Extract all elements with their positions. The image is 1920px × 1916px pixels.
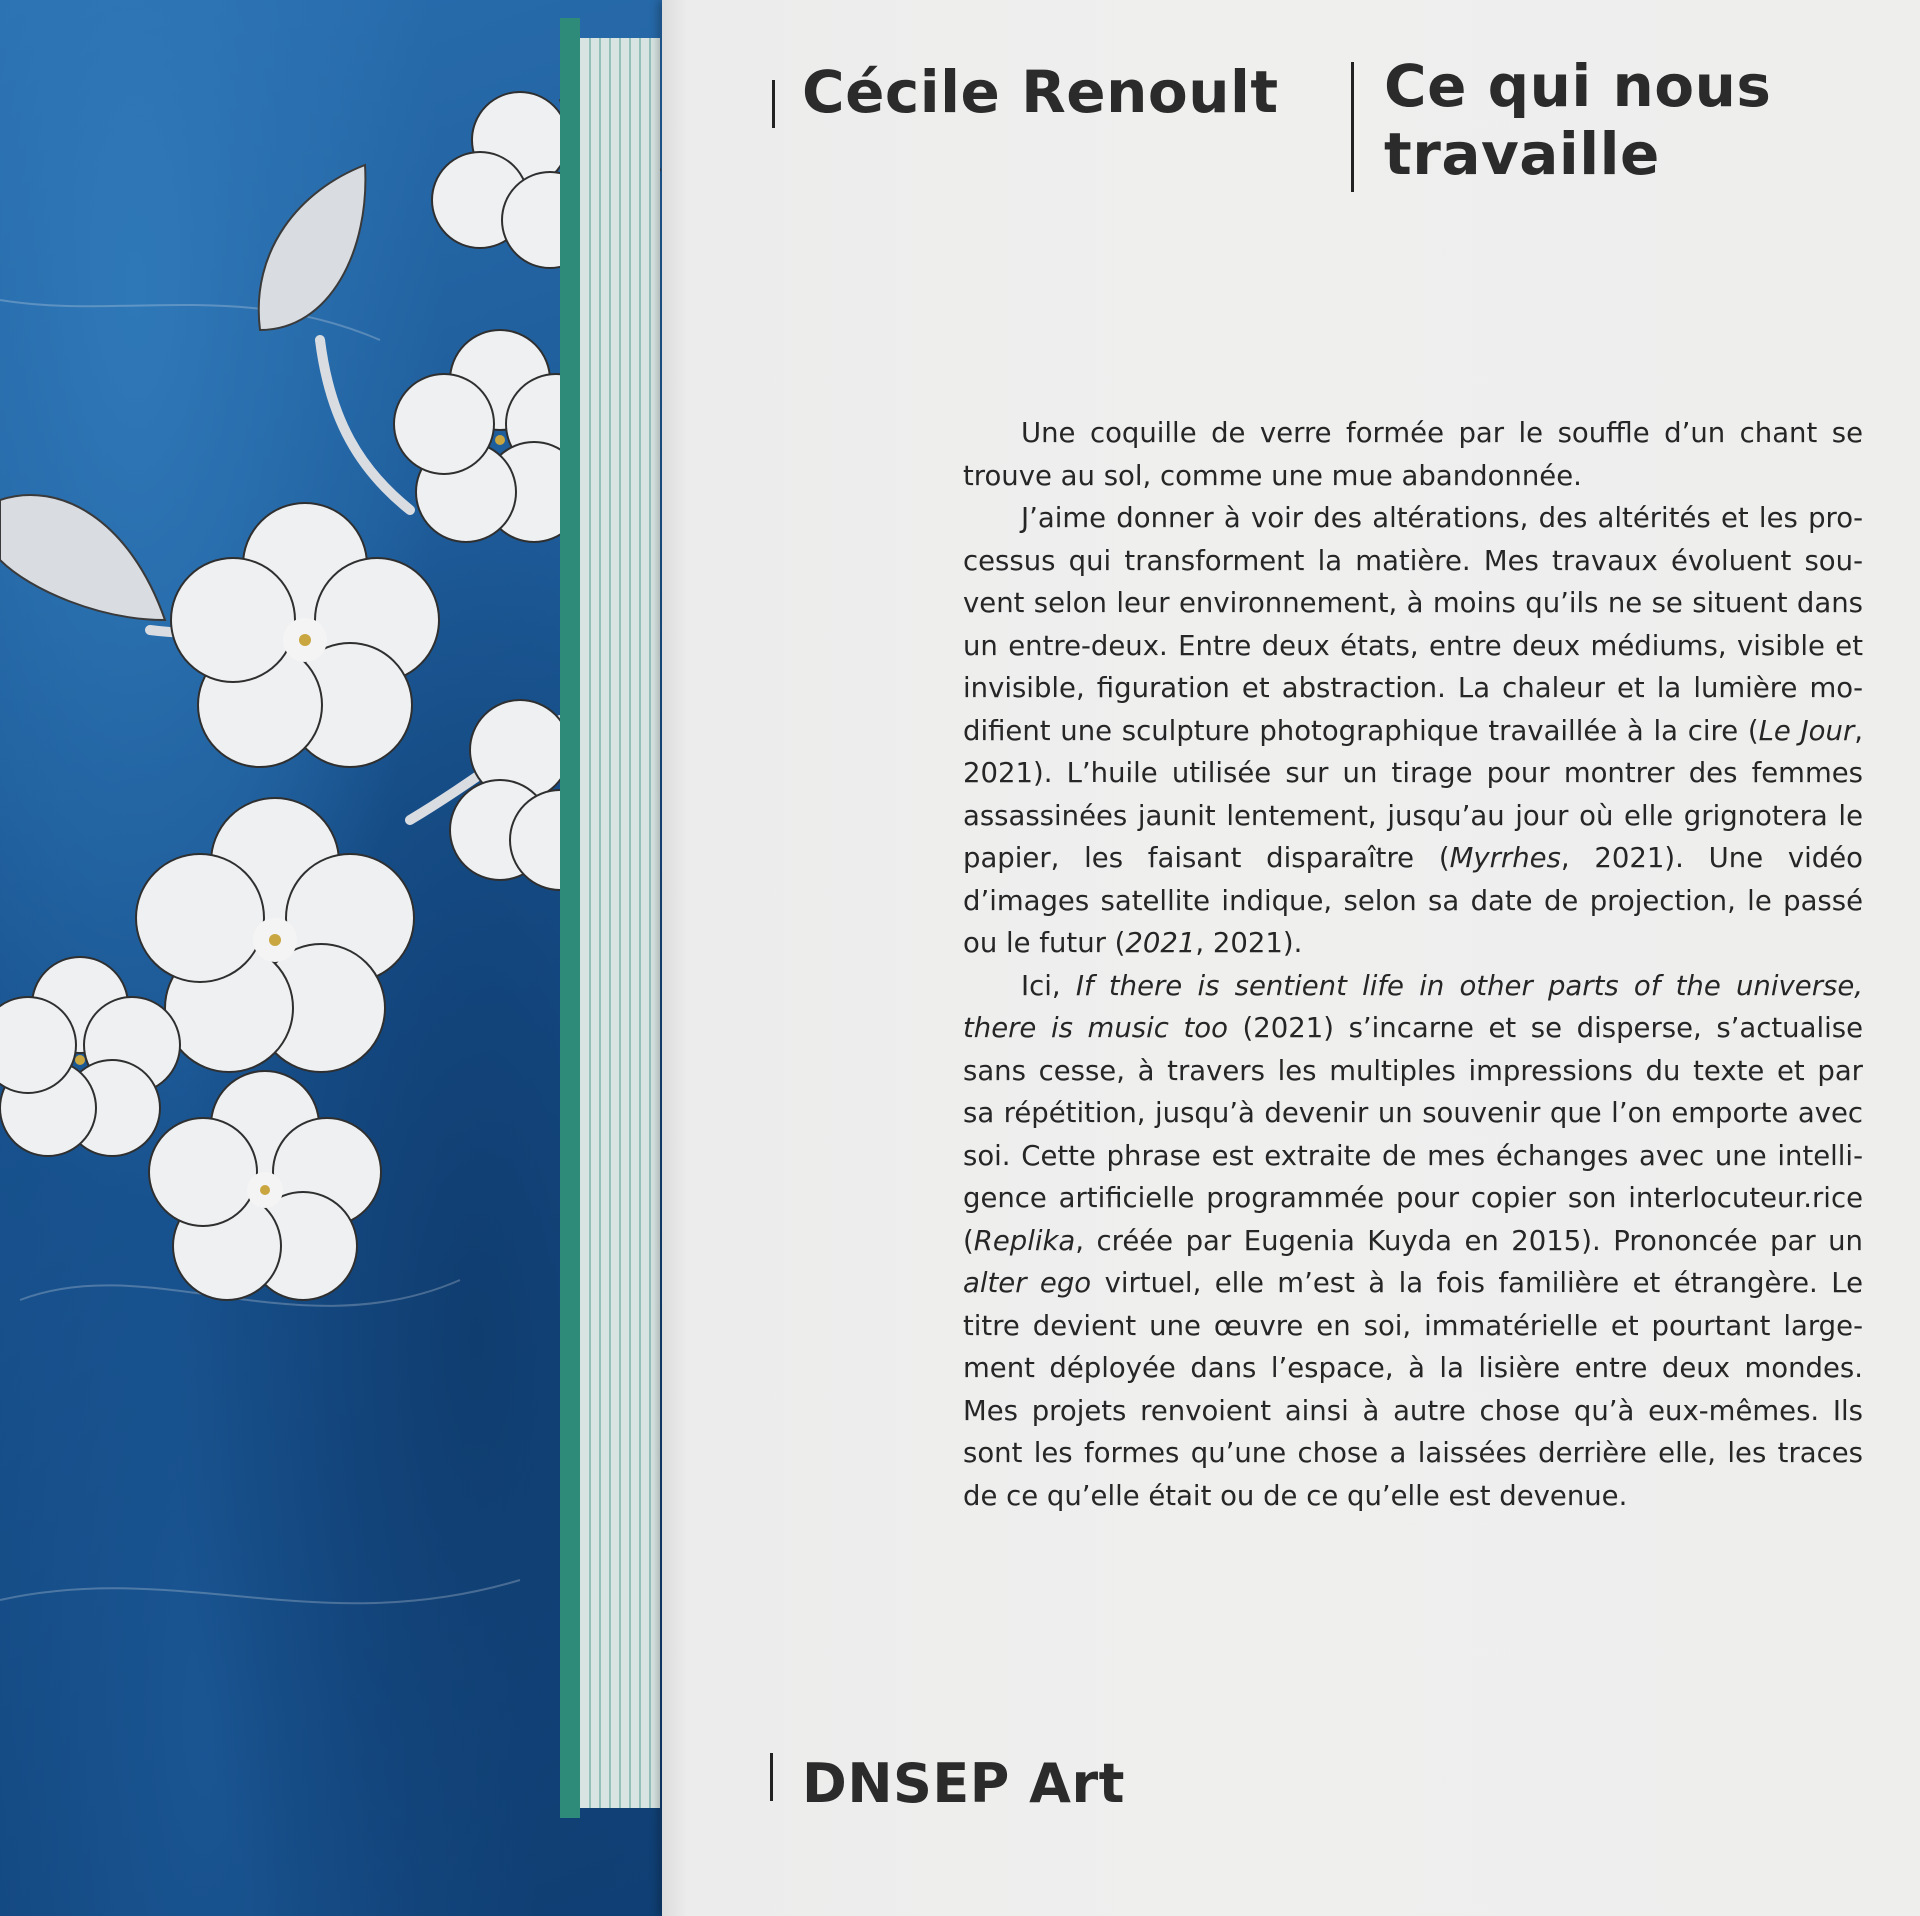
text-run: virtuel, elle m’est à la fois familière et étrangère. Le titre devient une œuvre en soi, immatérielle et pourtant largement déployée dans l’espace, à la lisière entre deux mondes. Mes projets renvoient ainsi à autre chose qu’à eux-mêmes. Ils sont les formes qu’une chose a laissées derrière elle, les traces de ce qu’elle était ou de ce qu’elle est devenue. <box>963 1267 1863 1512</box>
text-run: , 2021). <box>1195 927 1303 959</box>
work-title: 2021 <box>1125 927 1196 959</box>
work-title: Le Jour <box>1758 714 1855 747</box>
work-title: Replika <box>973 1224 1076 1257</box>
text-run: , 2021). Une vidéo d’images satellite indique, selon sa date de projection, le passé ou le futur ( <box>963 842 1864 959</box>
page-title <box>1384 52 1804 188</box>
body-text <box>963 412 1863 1517</box>
page-title-line-1: Ce qui nous <box>1384 52 1772 120</box>
footer-label: DNSEP Art <box>802 1752 1125 1815</box>
footer-vertical-rule <box>770 1753 773 1801</box>
work-title: If there is sentient life in other parts of the universe, there is music too <box>963 969 1863 1044</box>
author-vertical-rule <box>772 80 775 128</box>
text-run: J’aime donner à voir des altérations, des altérités et les processus qui transforment la matière. Mes travaux évoluent souvent selon leur environnement, à moins qu’ils ne se situent dans un entre-deux. Entre deux états, entre deux médiums, visible et invisible, figuration et abstraction. La chaleur et la lumière modifient une sculpture photographique travaillée à la cire ( <box>963 502 1863 747</box>
title-vertical-rule <box>1351 62 1354 192</box>
text-run: , créée par Eugenia Kuyda en 2015). Prononcée par un <box>1075 1224 1863 1257</box>
text-run: (2021) s’incarne et se disperse, s’actualise sans cesse, à travers les multiples impressions du texte et par sa répétition, jusqu’à devenir un souvenir que l’on emporte avec soi. Cette phrase est extraite de mes échanges avec une intelligence artificielle programmée pour copier son interlocuteur.rice ( <box>963 1012 1863 1257</box>
author-name: Cécile Renoult <box>802 58 1279 126</box>
book-page-edges <box>560 18 670 1818</box>
paragraph-1: Une coquille de verre formée par le souffle d’un chant se trouve au sol, comme une mue abandonnée. <box>963 417 1863 492</box>
text-run: Ici, <box>1021 969 1076 1002</box>
leaf-icon <box>259 165 366 330</box>
paragraph-2 <box>963 497 1863 965</box>
text-run: , 2021). L’huile utilisée sur un tirage pour montrer des femmes assassinées jaunit lentement, jusqu’au jour où elle grignotera le papier, les faisant disparaître ( <box>963 714 1863 874</box>
page-title-line-2: travaille <box>1384 120 1660 188</box>
book-page <box>662 0 1920 1916</box>
leaf-icon <box>0 495 165 620</box>
paragraph-3 <box>963 965 1863 1518</box>
italic-term: alter ego <box>963 1267 1092 1299</box>
work-title: Myrrhes <box>1449 842 1561 874</box>
